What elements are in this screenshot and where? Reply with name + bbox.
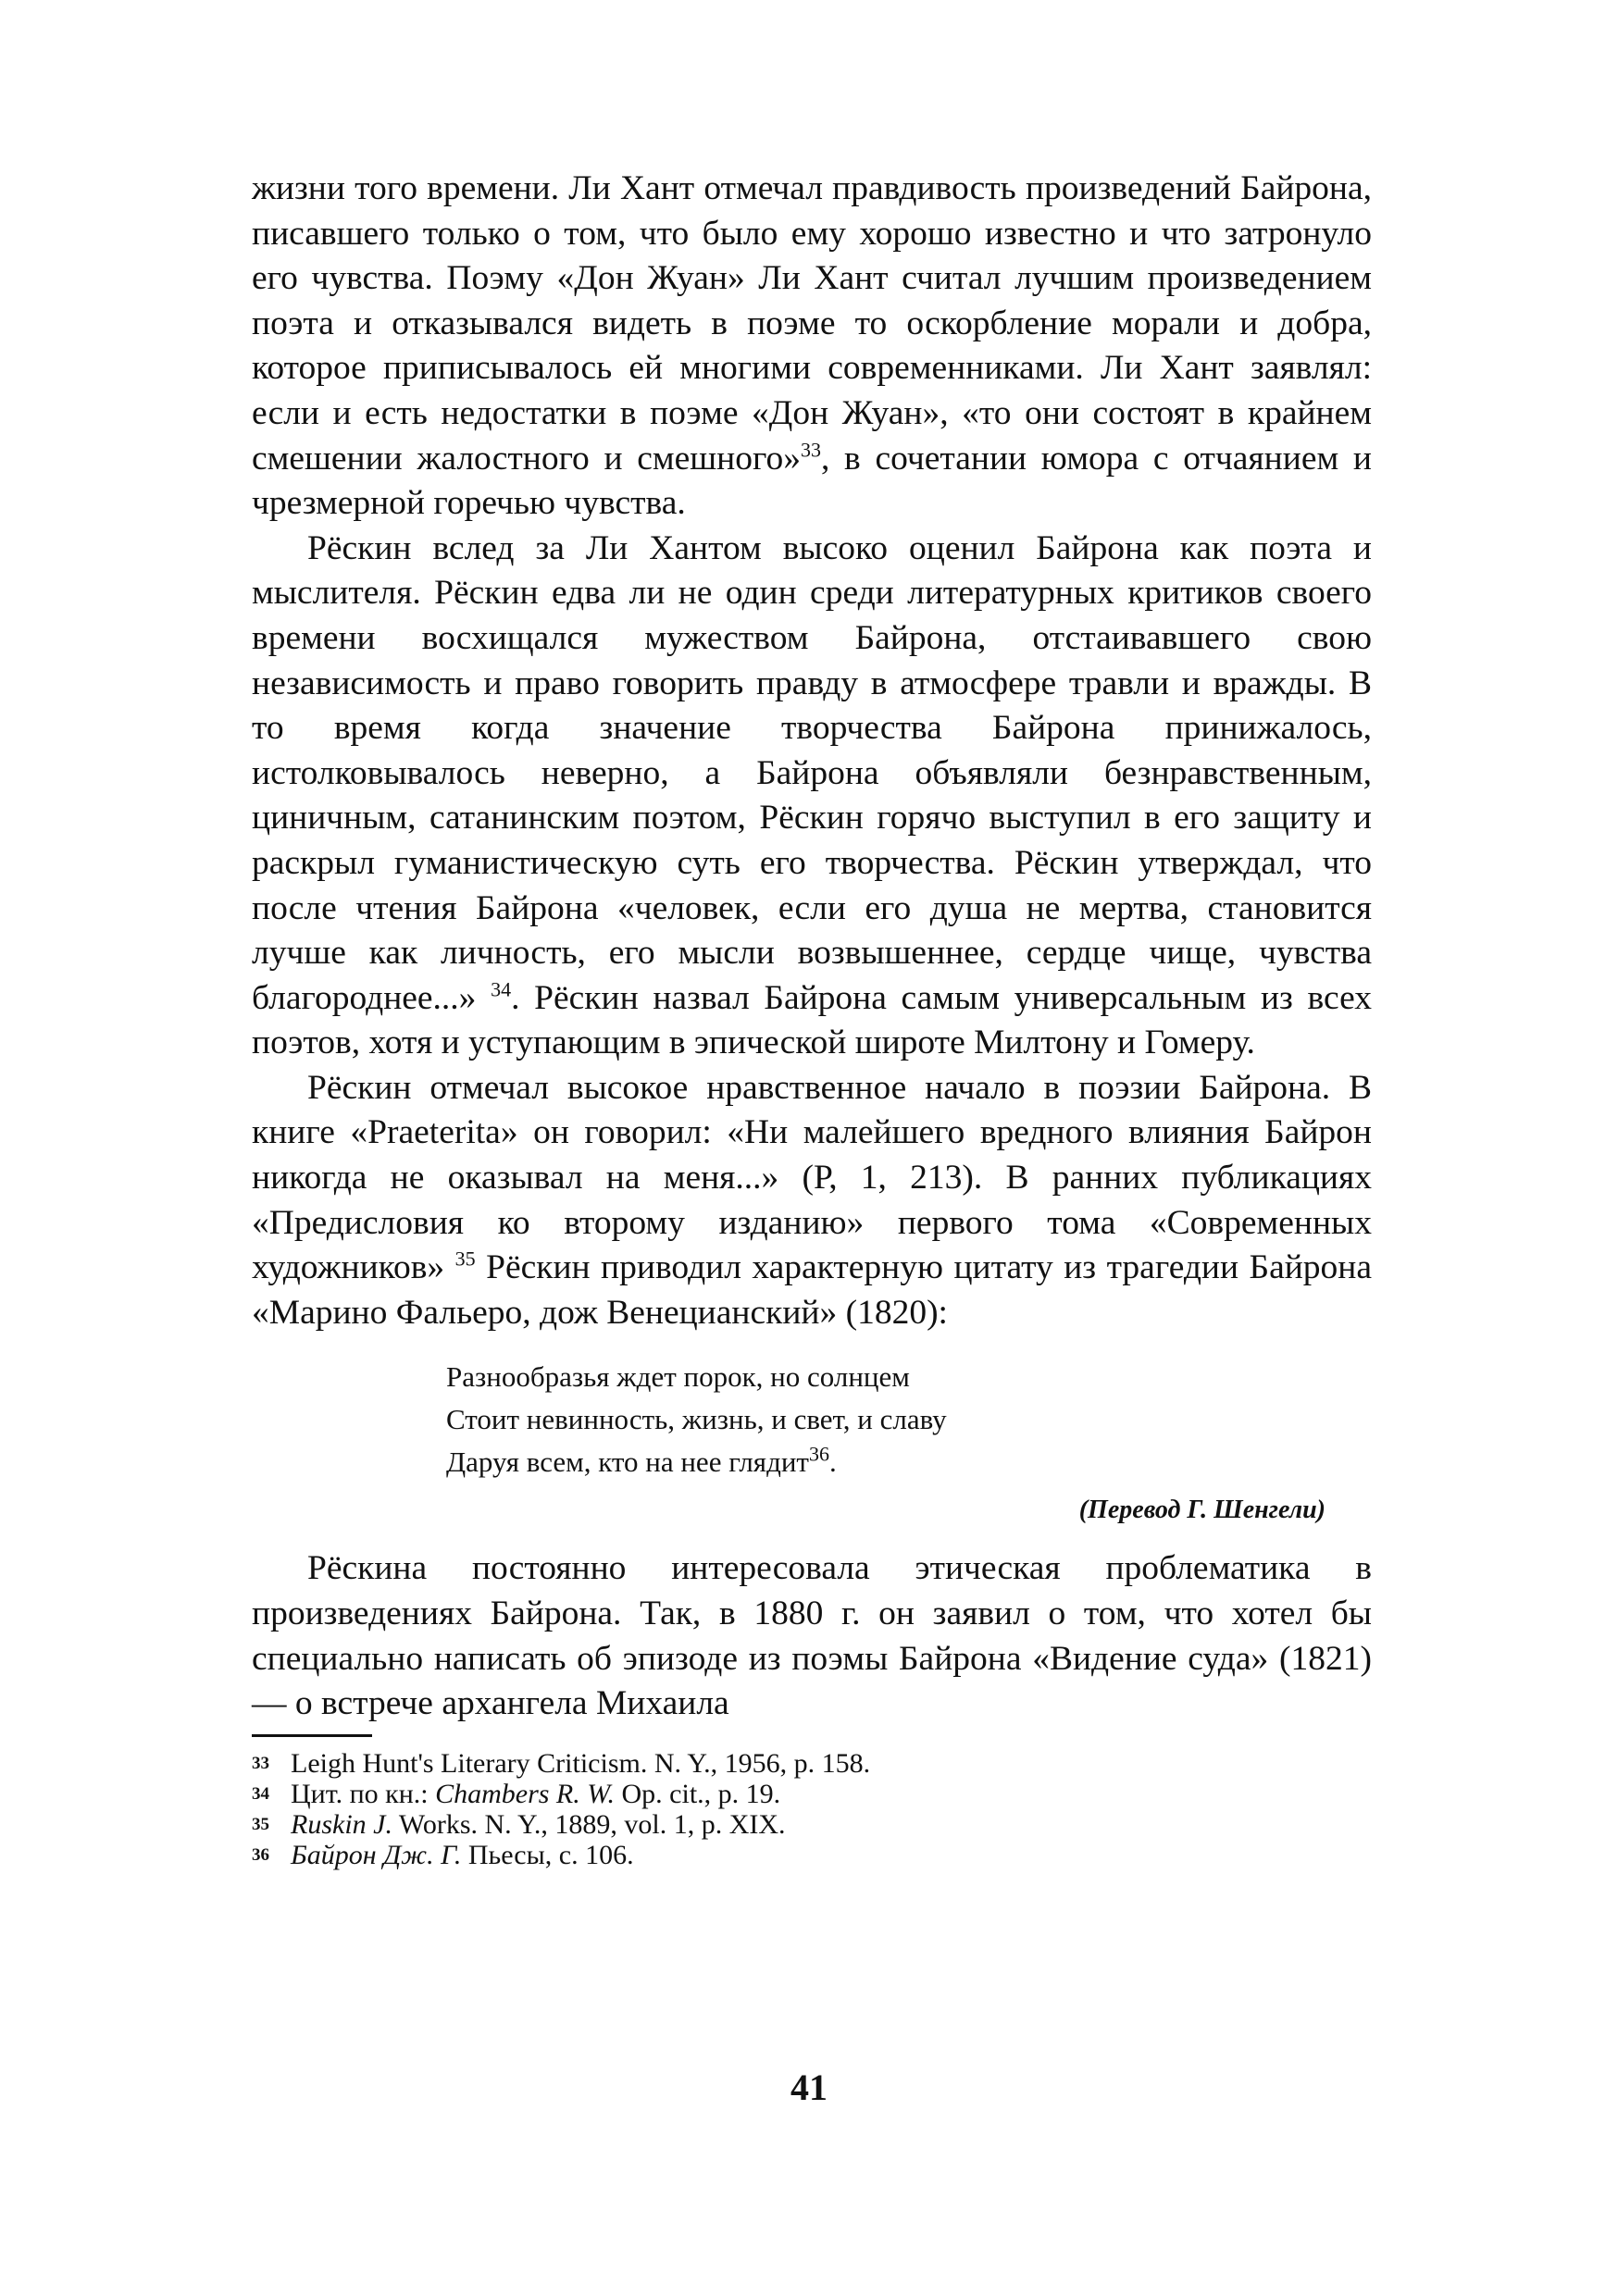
poem-quote [446,1356,1372,1483]
footnote-34 [252,1779,1372,1809]
footnote-author: Ruskin J. [291,1808,392,1840]
footnote-ref-33[interactable]: 33 [800,438,821,462]
paragraph-text: . Рёскин назвал Байрона самым универсальным из всех поэтов, хотя и уступающим в эпической широте Милтону и Гомеру. [252,978,1372,1062]
footnote-35 [252,1809,1372,1840]
paragraph-text: жизни того времени. Ли Хант отмечал правдивость произведений Байрона, писавшего только о том, что было ему хорошо известно и что затронуло его чувства. Поэму «Дон Жуан» Ли Хант считал лучшим произведением поэта и отказывался видеть в поэме то оскорбление морали и добра, которое приписывалось ей многими современниками. Ли Хант заявлял: если и есть недостатки в поэме «Дон Жуан», «то они состоят в крайнем смешении жалостного и смешного» [252,169,1372,478]
footnote-text: Works. N. Y., 1889, vol. 1, p. XIX. [392,1808,786,1840]
poem-line: Стоит невинность, жизнь, и свет, и славу [446,1403,947,1436]
footnote-number: 36 [252,1844,269,1865]
paragraph-3 [252,1066,1372,1336]
footnote-text: Цит. по кн.: [291,1778,436,1809]
footnote-separator [252,1734,372,1737]
paragraph-text: Рёскин приводил характерную цитату из трагедии Байрона «Марино Фальеро, дож Венецианский» (1820): [252,1248,1372,1332]
paragraph-2 [252,527,1372,1066]
poem-line-last [446,1441,1372,1483]
page-number: 41 [790,2066,828,2108]
footnote-ref-36[interactable]: 36 [808,1443,829,1467]
paragraph-4 [252,1546,1372,1726]
footnote-author: Chambers R. W. [435,1778,615,1809]
translator-credit: (Перевод Г. Шенгели) [1078,1496,1326,1525]
poem-line-punct: . [828,1446,837,1479]
footnote-ref-34[interactable]: 34 [491,977,512,1001]
poem-line: Разнообразья ждет порок, но солнцем [446,1360,910,1394]
footnote-text: Leigh Hunt's Literary Criticism. N. Y., 1956, p. 158. [291,1747,871,1779]
footnote-number: 35 [252,1814,269,1834]
paragraph-text: Рёскина постоянно интересовала этическая проблематика в произведениях Байрона. Так, в 1880 г. он заявил о том, что хотел бы специально написать об эпизоде из поэмы Байрона «Видение суда» (1821) — о встрече архангела Михаила [252,1549,1372,1723]
paragraph-text: Рёскин отмечал высокое нравственное начало в поэзии Байрона. В книге «Praeterita» он говорил: «Ни малейшего вредного влияния Байрон никогда не оказывал на меня...» (Р, 1, 213). В ранних публикациях «Предисловия ко второму изданию» первого тома «Современных художников» [252,1068,1372,1287]
footnote-text: Op. cit., p. 19. [615,1778,781,1809]
footnote-33 [252,1748,1372,1779]
paragraph-text: Рёскин вслед за Ли Хантом высоко оценил Байрона как поэта и мыслителя. Рёскин едва ли не один среди литературных критиков своего времени восхищался мужеством Байрона, отстаивавшего свою независимость и право говорить правду в атмосфере травли и вражды. В то время когда значение творчества Байрона принижалось, истолковывалось неверно, а Байрона объявляли безнравственным, циничным, сатанинским поэтом, Рёскин горячо выступил в его защиту и раскрыл гуманистическую суть его творчества. Рёскин утверждал, что после чтения Байрона «человек, если его душа не мертва, становится лучше как личность, его мысли возвышеннее, сердце чище, чувства благороднее...» [252,528,1372,1017]
paragraph-text: , в сочетании юмора с отчаянием и чрезмерной горечью чувства. [252,439,1372,523]
poem-line-text: Даруя всем, кто на нее глядит [446,1446,809,1479]
footnote-number: 34 [252,1783,269,1804]
paragraph-1 [252,167,1372,527]
footnote-36 [252,1840,1372,1870]
footnote-text: Пьесы, с. 106. [461,1839,634,1870]
footnote-number: 33 [252,1753,269,1773]
footnote-ref-35[interactable]: 35 [454,1247,476,1271]
main-text [252,167,1372,1870]
footnotes [252,1748,1372,1870]
footnote-author: Байрон Дж. Г. [291,1839,462,1870]
